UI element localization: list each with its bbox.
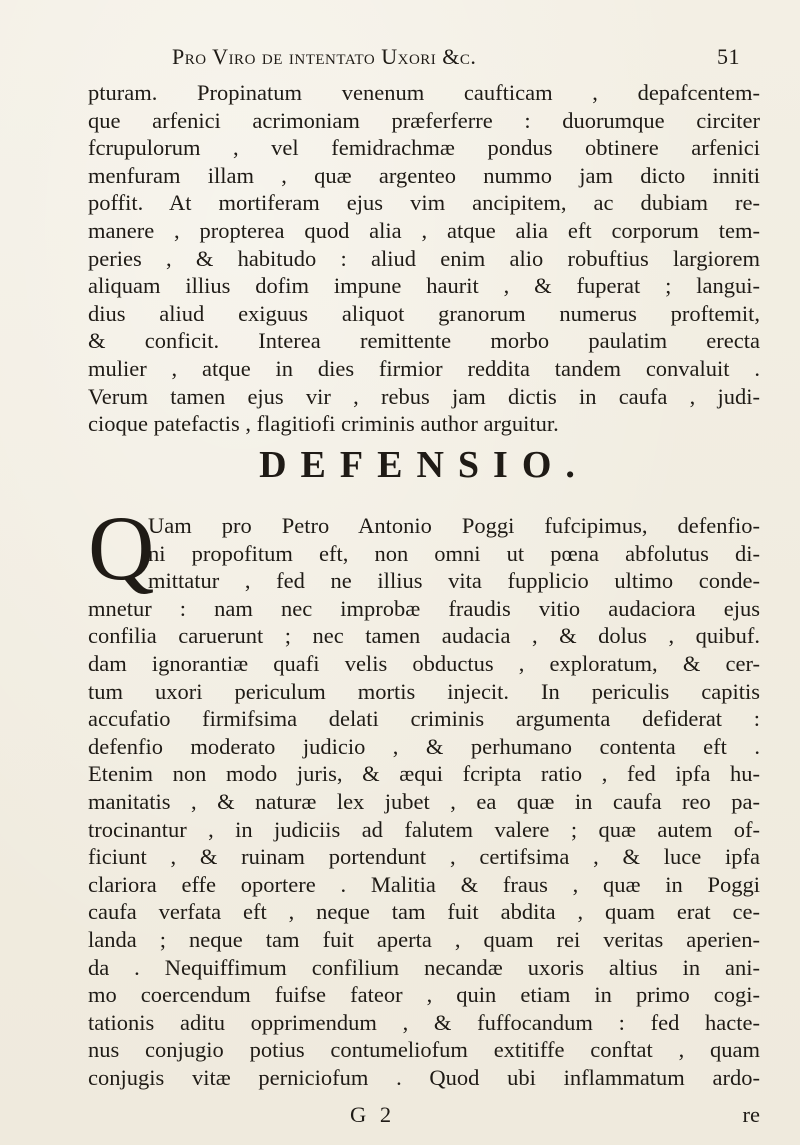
text-line: peries , & habitudo : aliud enim alio robuftius largiorem	[88, 245, 760, 271]
text-line: manitatis , & naturæ lex jubet , ea quæ in caufa reo pa-	[88, 788, 760, 814]
text-line: Uam pro Petro Antonio Poggi fufcipimus, defenfio-	[148, 513, 760, 538]
page-number: 51	[717, 44, 740, 69]
text-line: trocinantur , in judiciis ad falutem valere ; quæ autem of-	[88, 816, 760, 842]
text-line: ficiunt , & ruinam portendunt , certifsima , & luce ipfa	[88, 844, 760, 870]
text-line: & conficit. Interea remittente morbo paulatim erecta	[88, 328, 760, 354]
page-footer	[88, 1102, 760, 1132]
text-line: ni propofitum eft, non omni ut pœna abfolutus di-	[148, 540, 760, 566]
text-line: defenfio moderato judicio , & perhumano contenta eft .	[88, 733, 760, 759]
section-heading: DEFENSIO.	[259, 444, 589, 486]
drop-cap: Q	[88, 497, 155, 599]
text-line: da . Nequiffimum confilium necandæ uxoris altius in ani-	[88, 954, 760, 980]
running-header	[90, 44, 740, 74]
text-line: mnetur : nam nec improbæ fraudis vitio audaciora ejus	[88, 595, 760, 621]
text-line: mittatur , fed ne illius vita fupplicio ultimo conde-	[148, 568, 760, 594]
text-line: landa ; neque tam fuit aperta , quam rei veritas aperien-	[88, 926, 760, 952]
text-line: pturam. Propinatum venenum caufticam , depafcentem-	[88, 80, 760, 105]
text-line: manere , propterea quod alia , atque alia eft corporum tem-	[88, 217, 760, 243]
text-line: Etenim non modo juris, & æqui fcripta ratio , fed ipfa hu-	[88, 761, 760, 787]
text-line: que arfenici acrimoniam præferferre : duorumque circiter	[88, 107, 760, 133]
text-line: aliquam illius dofim impune haurit , & fuperat ; langui-	[88, 273, 760, 299]
text-line: mo coercendum fuifse fateor , quin etiam in primo cogi-	[88, 982, 760, 1008]
running-title: Pro Viro de intentato Uxori &c.	[172, 44, 477, 69]
text-line: tationis aditu opprimendum , & fuffocandum : fed hacte-	[88, 1009, 760, 1035]
paragraph-narrative	[88, 79, 760, 438]
text-line: mulier , atque in dies firmior reddita tandem convaluit .	[88, 355, 760, 381]
text-line: conjugis vitæ perniciofum . Quod ubi inflammatum ardo-	[88, 1064, 760, 1090]
signature-mark: G 2	[350, 1102, 396, 1127]
paragraph-defense	[88, 512, 760, 1091]
text-line: accufatio firmifsima delati criminis argumenta defiderat :	[88, 706, 760, 732]
text-line: dam ignorantiæ quafi velis obductus , exploratum, & cer-	[88, 650, 760, 676]
text-line: confilia caruerunt ; nec tamen audacia , & dolus , quibuf.	[88, 623, 760, 649]
text-line: clariora effe oportere . Malitia & fraus , quæ in Poggi	[88, 871, 760, 897]
text-line: caufa verfata eft , neque tam fuit abdita , quam erat ce-	[88, 899, 760, 925]
text-line: fcrupulorum , vel femidrachmæ pondus obtinere arfenici	[88, 135, 760, 161]
text-line: Verum tamen ejus vir , rebus jam dictis in caufa , judi-	[88, 383, 760, 409]
text-line: dius aliud exiguus aliquot granorum numerus proftemit,	[88, 300, 760, 326]
text-line: cioque patefactis , flagitiofi criminis author arguitur.	[88, 411, 559, 437]
text-line: nus conjugio potius contumeliofum extitiffe conftat , quam	[88, 1037, 760, 1063]
text-line: tum uxori periculum mortis injecit. In periculis capitis	[88, 678, 760, 704]
catchword: re	[742, 1102, 760, 1127]
text-line: poffit. At mortiferam ejus vim ancipitem, ac dubiam re-	[88, 190, 760, 216]
text-line: menfuram illam , quæ argenteo nummo jam dicto inniti	[88, 162, 760, 188]
